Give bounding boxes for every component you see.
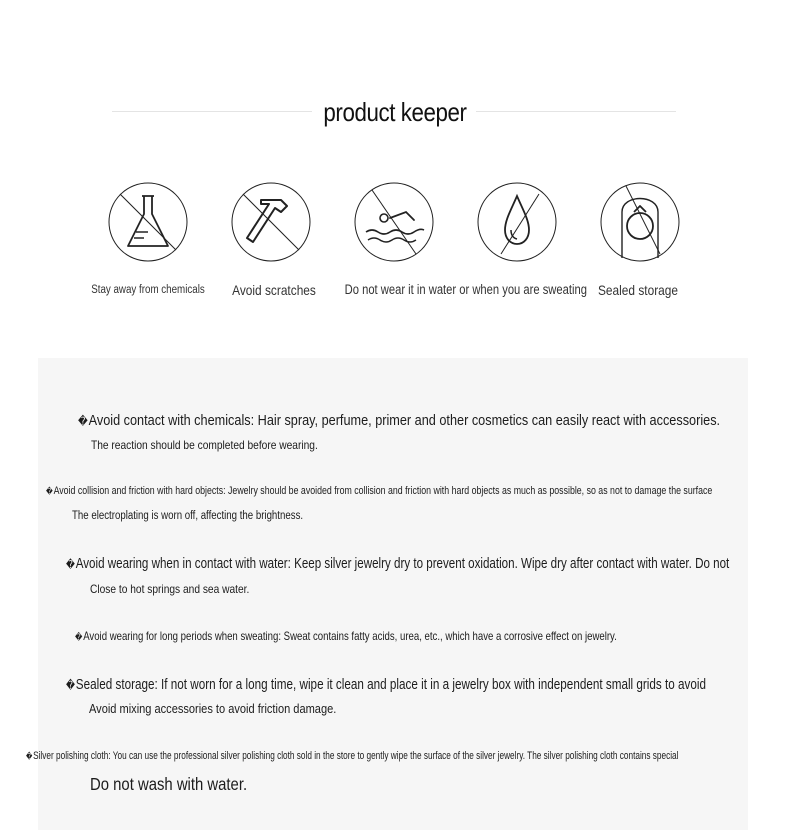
care-item-2-text: Avoid collision and friction with hard objects: Jewelry should be avoided from collision and friction with hard objects as much as possible, so as not to damage the surface [53, 485, 713, 497]
bullet-icon: � [78, 416, 88, 428]
care-item-2-line-1 [46, 483, 712, 500]
care-item-5-text: Sealed storage: If not worn for a long time, wipe it clean and place it in a jewelry box with independent small grids to avoid [75, 676, 706, 693]
title-row [0, 92, 790, 132]
water-drop-prohibited-icon [477, 182, 557, 262]
care-item-3-line-2: Close to hot springs and sea water. [90, 582, 250, 596]
icon-label-storage: Sealed storage [597, 282, 679, 298]
chemicals-prohibited-icon [108, 182, 188, 262]
icon-label-scratches: Avoid scratches [232, 282, 316, 298]
ring-storage-prohibited-icon [600, 182, 680, 262]
bullet-icon: � [66, 680, 76, 692]
care-item-3-line-1 [66, 554, 729, 575]
swimming-prohibited-icon [354, 182, 434, 262]
care-item-5-line-2: Avoid mixing accessories to avoid friction damage. [89, 701, 337, 716]
care-item-6-text: Silver polishing cloth: You can use the professional silver polishing cloth sold in the store to gently wipe the surface of the silver jewelry. The silver polishing cloth contains special [33, 750, 679, 762]
care-item-5-line-1 [66, 675, 706, 696]
bullet-icon: � [26, 752, 33, 761]
bullet-icon: � [66, 559, 75, 571]
care-item-6-line-2: Do not wash with water. [90, 774, 248, 794]
care-item-3-text: Avoid wearing when in contact with water: Keep silver jewelry dry to prevent oxidation. Wipe dry after contact with water. Do not [75, 556, 730, 572]
care-item-1-line-1 [78, 411, 720, 432]
care-item-4-line-1 [75, 627, 617, 646]
hammer-prohibited-icon [231, 182, 311, 262]
bullet-icon: � [75, 632, 83, 642]
care-item-1-text: Avoid contact with chemicals: Hair spray, perfume, primer and other cosmetics can easily react with accessories. [88, 412, 721, 429]
care-item-1-line-2: The reaction should be completed before wearing. [91, 438, 318, 452]
icon-label-chemicals: Stay away from chemicals [91, 284, 205, 296]
care-item-6-line-1 [26, 748, 678, 765]
bullet-icon: � [46, 487, 53, 496]
care-item-4-text: Avoid wearing for long periods when sweating: Sweat contains fatty acids, urea, etc., which have a corrosive effect on jewelry. [83, 629, 617, 643]
care-item-2-line-2: The electroplating is worn off, affecting the brightness. [72, 510, 304, 522]
page-title: product keeper [323, 97, 467, 127]
icon-label-water: Do not wear it in water or when you are sweating [344, 282, 587, 297]
